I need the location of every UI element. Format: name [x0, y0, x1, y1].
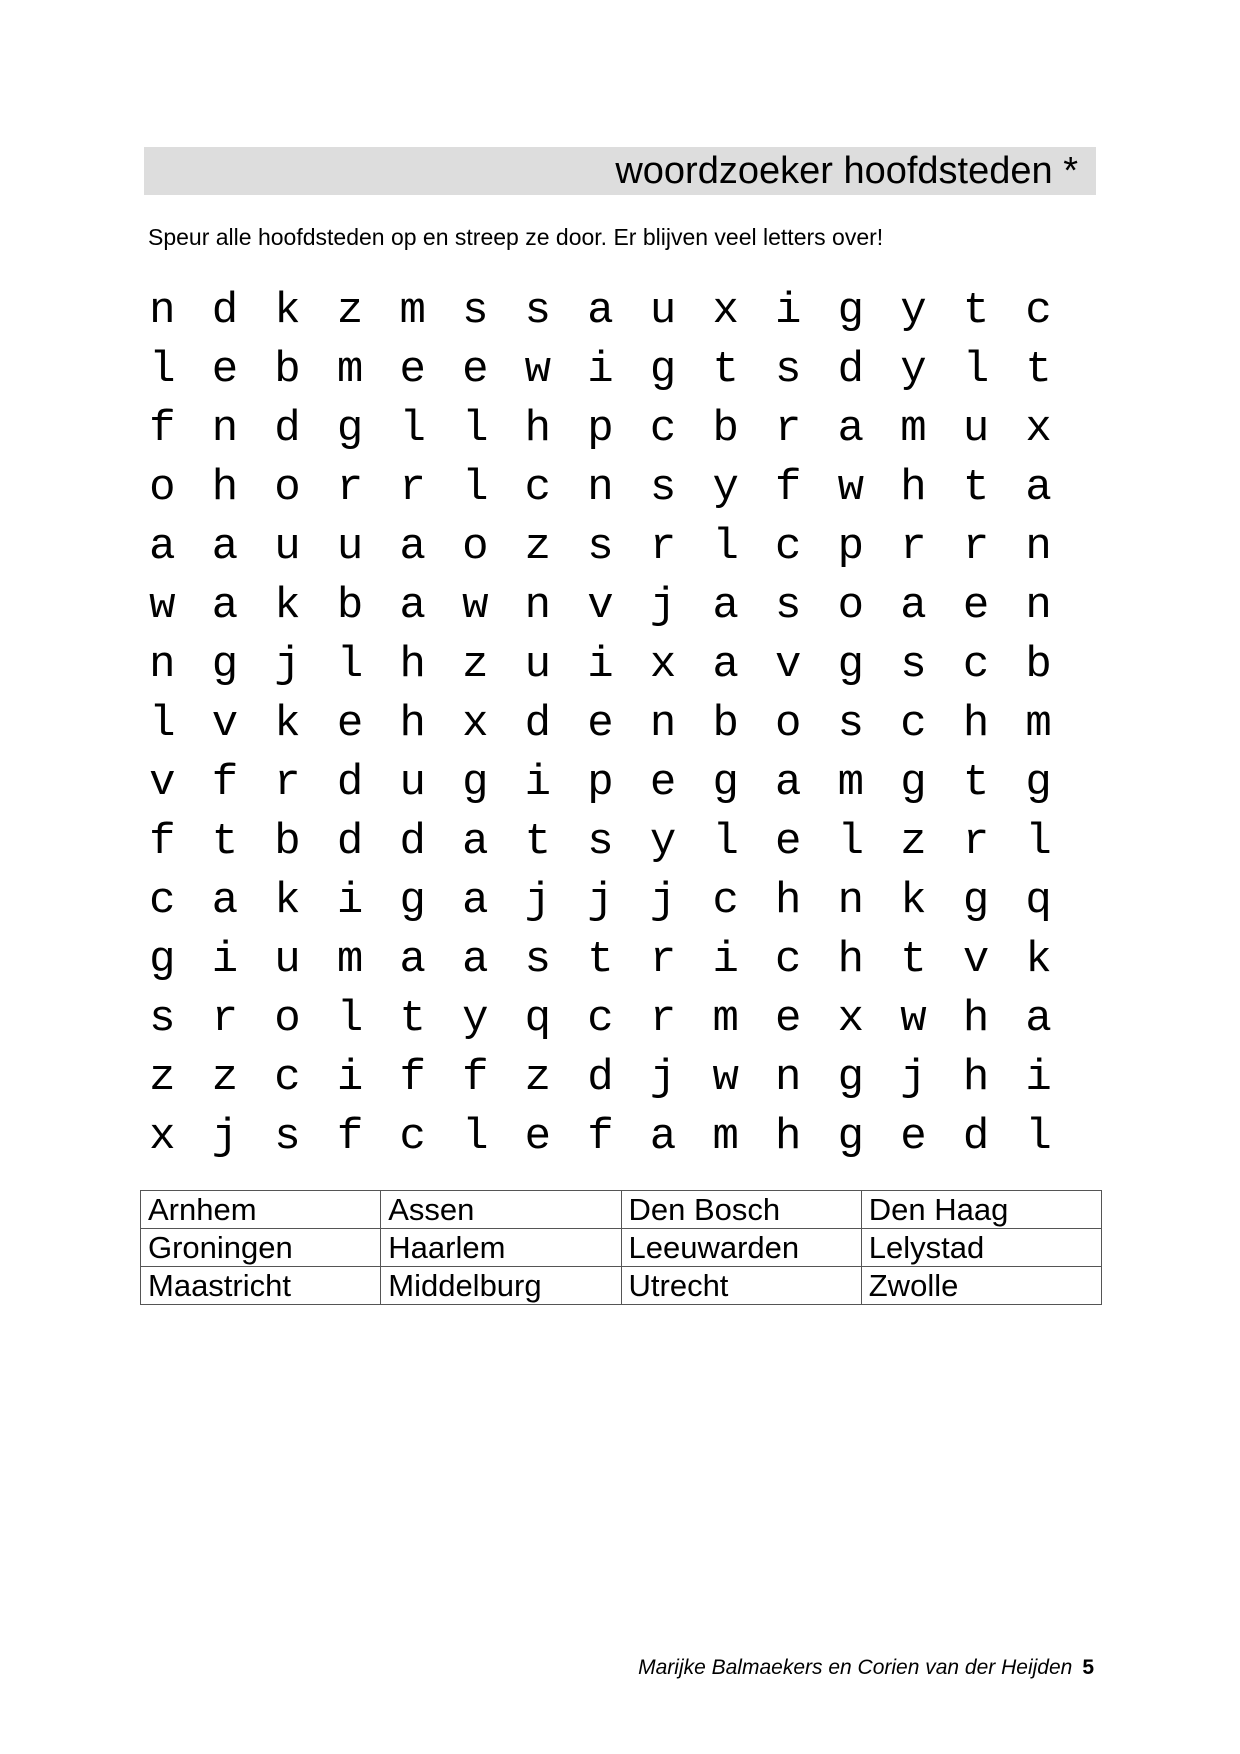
- grid-letter[interactable]: h: [399, 640, 426, 690]
- grid-row: [131, 577, 1070, 636]
- grid-letter[interactable]: b: [274, 345, 301, 395]
- grid-letter[interactable]: r: [962, 817, 990, 867]
- grid-letter[interactable]: m: [336, 345, 364, 395]
- grid-letter[interactable]: c: [900, 699, 927, 749]
- grid-letter[interactable]: w: [524, 345, 552, 395]
- title-bar: [144, 147, 1096, 195]
- word-cell: Haarlem: [381, 1229, 621, 1267]
- grid-letter[interactable]: j: [649, 1053, 677, 1103]
- grid-letter[interactable]: j: [587, 876, 614, 926]
- grid-letter[interactable]: n: [587, 463, 614, 513]
- grid-letter[interactable]: c: [1025, 286, 1052, 336]
- grid-letter[interactable]: j: [649, 581, 677, 631]
- grid-letter[interactable]: c: [775, 935, 802, 985]
- grid-letter[interactable]: g: [712, 758, 739, 808]
- grid-letter[interactable]: d: [524, 699, 552, 749]
- instructions: Speur alle hoofdsteden op en streep ze door. Er blijven veel letters over!: [148, 224, 884, 250]
- grid-letter[interactable]: k: [274, 699, 301, 749]
- grid-letter[interactable]: g: [149, 935, 176, 985]
- grid-letter[interactable]: l: [962, 345, 990, 395]
- grid-letter[interactable]: f: [211, 758, 239, 808]
- grid-letter[interactable]: q: [524, 994, 552, 1044]
- grid-letter[interactable]: u: [274, 935, 301, 985]
- grid-letter[interactable]: b: [712, 404, 739, 454]
- grid-letter[interactable]: f: [587, 1112, 614, 1162]
- word-cell: Zwolle: [861, 1267, 1101, 1305]
- grid-letter[interactable]: t: [962, 286, 990, 336]
- grid-letter[interactable]: l: [837, 817, 865, 867]
- grid-row: [131, 754, 1070, 813]
- word-cell: Leeuwarden: [621, 1229, 861, 1267]
- grid-letter[interactable]: a: [712, 581, 739, 631]
- grid-letter[interactable]: v: [587, 581, 614, 631]
- grid-letter[interactable]: z: [336, 286, 364, 336]
- grid-letter[interactable]: t: [1025, 345, 1052, 395]
- grid-letter[interactable]: l: [462, 404, 489, 454]
- grid-letter[interactable]: j: [274, 640, 301, 690]
- word-cell: Middelburg: [381, 1267, 621, 1305]
- grid-letter[interactable]: l: [712, 817, 739, 867]
- grid-letter[interactable]: a: [462, 876, 489, 926]
- grid-letter[interactable]: p: [587, 404, 614, 454]
- grid-letter[interactable]: v: [149, 758, 176, 808]
- grid-letter[interactable]: r: [336, 463, 364, 513]
- grid-letter[interactable]: u: [524, 640, 552, 690]
- grid-row: [131, 400, 1070, 459]
- grid-letter[interactable]: a: [211, 581, 239, 631]
- grid-row: [131, 341, 1070, 400]
- grid-letter[interactable]: l: [1025, 817, 1052, 867]
- grid-row: [131, 990, 1070, 1049]
- grid-letter[interactable]: m: [900, 404, 927, 454]
- grid-letter[interactable]: y: [900, 345, 927, 395]
- grid-letter[interactable]: o: [274, 463, 301, 513]
- grid-letter[interactable]: i: [524, 758, 552, 808]
- grid-letter[interactable]: o: [837, 581, 865, 631]
- word-cell: Assen: [381, 1191, 621, 1229]
- grid-letter[interactable]: h: [962, 1053, 990, 1103]
- grid-letter[interactable]: a: [900, 581, 927, 631]
- grid-letter[interactable]: x: [149, 1112, 176, 1162]
- grid-letter[interactable]: t: [211, 817, 239, 867]
- grid-letter[interactable]: g: [837, 1112, 865, 1162]
- grid-letter[interactable]: y: [900, 286, 927, 336]
- grid-letter[interactable]: h: [775, 1112, 802, 1162]
- grid-letter[interactable]: t: [399, 994, 426, 1044]
- grid-letter[interactable]: o: [149, 463, 176, 513]
- grid-letter[interactable]: z: [524, 1053, 552, 1103]
- grid-letter[interactable]: v: [962, 935, 990, 985]
- page-title: woordzoeker hoofdsteden *: [615, 150, 1078, 192]
- grid-letter[interactable]: e: [524, 1112, 552, 1162]
- grid-letter[interactable]: r: [649, 935, 677, 985]
- grid-letter[interactable]: l: [462, 1112, 489, 1162]
- page-number: 5: [1082, 1656, 1094, 1679]
- grid-letter[interactable]: f: [775, 463, 802, 513]
- grid-letter[interactable]: s: [149, 994, 176, 1044]
- grid-letter[interactable]: e: [211, 345, 239, 395]
- grid-letter[interactable]: k: [274, 876, 301, 926]
- grid-letter[interactable]: v: [211, 699, 239, 749]
- grid-letter[interactable]: g: [1025, 758, 1052, 808]
- grid-letter[interactable]: a: [399, 522, 426, 572]
- table-row: [141, 1191, 1102, 1229]
- grid-letter[interactable]: i: [587, 345, 614, 395]
- footer: [638, 1656, 1094, 1680]
- grid-letter[interactable]: n: [1025, 581, 1052, 631]
- grid-letter[interactable]: c: [587, 994, 614, 1044]
- grid-letter[interactable]: d: [336, 758, 364, 808]
- grid-letter[interactable]: s: [775, 581, 802, 631]
- grid-letter[interactable]: a: [462, 935, 489, 985]
- word-cell: Lelystad: [861, 1229, 1101, 1267]
- grid-letter[interactable]: y: [712, 463, 739, 513]
- grid-letter[interactable]: l: [149, 699, 176, 749]
- grid-letter[interactable]: c: [274, 1053, 301, 1103]
- grid-letter[interactable]: q: [1025, 876, 1052, 926]
- grid-letter[interactable]: c: [399, 1112, 426, 1162]
- grid-letter[interactable]: h: [775, 876, 802, 926]
- grid-letter[interactable]: l: [336, 640, 364, 690]
- grid-letter[interactable]: i: [336, 876, 364, 926]
- grid-letter[interactable]: n: [149, 640, 176, 690]
- table-row: [141, 1229, 1102, 1267]
- grid-letter[interactable]: r: [900, 522, 927, 572]
- grid-letter[interactable]: f: [462, 1053, 489, 1103]
- grid-letter[interactable]: u: [649, 286, 677, 336]
- footer-author: Marijke Balmaekers en Corien van der Heijden: [638, 1656, 1073, 1679]
- grid-letter[interactable]: j: [649, 876, 677, 926]
- word-cell: Groningen: [141, 1229, 381, 1267]
- grid-letter[interactable]: p: [587, 758, 614, 808]
- grid-row: [131, 459, 1070, 518]
- grid-letter[interactable]: s: [649, 463, 677, 513]
- grid-letter[interactable]: k: [274, 286, 301, 336]
- grid-letter[interactable]: d: [837, 345, 865, 395]
- grid-letter[interactable]: f: [336, 1112, 364, 1162]
- grid-letter[interactable]: a: [712, 640, 739, 690]
- grid-letter[interactable]: w: [149, 581, 176, 631]
- grid-letter[interactable]: r: [649, 994, 677, 1044]
- grid-letter[interactable]: h: [900, 463, 927, 513]
- grid-letter[interactable]: r: [649, 522, 677, 572]
- grid-letter[interactable]: r: [274, 758, 301, 808]
- grid-letter[interactable]: b: [336, 581, 364, 631]
- grid-letter[interactable]: e: [649, 758, 677, 808]
- word-cell: Den Bosch: [621, 1191, 861, 1229]
- grid-letter[interactable]: t: [524, 817, 552, 867]
- grid-row: [131, 872, 1070, 931]
- grid-letter[interactable]: c: [962, 640, 990, 690]
- grid-letter[interactable]: h: [399, 699, 426, 749]
- word-cell: Den Haag: [861, 1191, 1101, 1229]
- grid-row: [131, 931, 1070, 990]
- grid-letter[interactable]: g: [649, 345, 677, 395]
- grid-letter[interactable]: f: [399, 1053, 426, 1103]
- grid-letter[interactable]: z: [149, 1053, 176, 1103]
- grid-letter[interactable]: r: [962, 522, 990, 572]
- grid-letter[interactable]: r: [399, 463, 426, 513]
- grid-letter[interactable]: o: [274, 994, 301, 1044]
- grid-letter[interactable]: t: [712, 345, 739, 395]
- grid-letter[interactable]: r: [211, 994, 239, 1044]
- grid-letter[interactable]: a: [1025, 994, 1052, 1044]
- grid-letter[interactable]: g: [900, 758, 927, 808]
- grid-letter[interactable]: x: [649, 640, 677, 690]
- grid-letter[interactable]: h: [962, 699, 990, 749]
- grid-letter[interactable]: y: [462, 994, 489, 1044]
- grid-letter[interactable]: a: [149, 522, 176, 572]
- grid-letter[interactable]: z: [900, 817, 927, 867]
- grid-letter[interactable]: c: [524, 463, 552, 513]
- grid-letter[interactable]: s: [837, 699, 865, 749]
- grid-letter[interactable]: z: [211, 1053, 239, 1103]
- grid-row: [131, 518, 1070, 577]
- grid-letter[interactable]: t: [900, 935, 927, 985]
- grid-letter[interactable]: r: [775, 404, 802, 454]
- grid-letter[interactable]: i: [587, 640, 614, 690]
- grid-letter[interactable]: o: [775, 699, 802, 749]
- grid-letter[interactable]: x: [712, 286, 739, 336]
- grid-letter[interactable]: d: [211, 286, 239, 336]
- grid-row: [131, 813, 1070, 872]
- grid-letter[interactable]: m: [712, 994, 739, 1044]
- grid-letter[interactable]: e: [399, 345, 426, 395]
- grid-letter[interactable]: s: [587, 817, 614, 867]
- grid-letter[interactable]: s: [524, 935, 552, 985]
- grid-letter[interactable]: e: [962, 581, 990, 631]
- grid-letter[interactable]: d: [962, 1112, 990, 1162]
- grid-letter[interactable]: h: [524, 404, 552, 454]
- grid-letter[interactable]: e: [336, 699, 364, 749]
- grid-letter[interactable]: b: [712, 699, 739, 749]
- grid-letter[interactable]: e: [775, 817, 802, 867]
- grid-letter[interactable]: g: [837, 286, 865, 336]
- grid-letter[interactable]: e: [462, 345, 489, 395]
- grid-letter[interactable]: k: [274, 581, 301, 631]
- grid-letter[interactable]: s: [587, 522, 614, 572]
- grid-letter[interactable]: b: [274, 817, 301, 867]
- grid-letter[interactable]: a: [1025, 463, 1052, 513]
- grid-letter[interactable]: m: [399, 286, 426, 336]
- grid-row: [131, 1108, 1070, 1167]
- grid-letter[interactable]: n: [149, 286, 176, 336]
- grid-letter[interactable]: w: [712, 1053, 739, 1103]
- table-row: [141, 1267, 1102, 1305]
- grid-row: [131, 282, 1070, 341]
- grid-letter[interactable]: d: [336, 817, 364, 867]
- grid-letter[interactable]: s: [775, 345, 802, 395]
- grid-letter[interactable]: s: [462, 286, 489, 336]
- grid-letter[interactable]: i: [775, 286, 802, 336]
- grid-letter[interactable]: g: [211, 640, 239, 690]
- grid-letter[interactable]: g: [837, 640, 865, 690]
- word-cell: Arnhem: [141, 1191, 381, 1229]
- grid-letter[interactable]: j: [211, 1112, 239, 1162]
- grid-letter[interactable]: f: [149, 817, 176, 867]
- grid-letter[interactable]: m: [336, 935, 364, 985]
- word-list-table: [140, 1190, 1102, 1305]
- grid-letter[interactable]: n: [1025, 522, 1052, 572]
- grid-row: [131, 1049, 1070, 1108]
- grid-letter[interactable]: h: [837, 935, 865, 985]
- grid-letter[interactable]: n: [837, 876, 865, 926]
- grid-letter[interactable]: a: [775, 758, 802, 808]
- grid-letter[interactable]: a: [649, 1112, 677, 1162]
- grid-letter[interactable]: a: [399, 581, 426, 631]
- grid-letter[interactable]: h: [962, 994, 990, 1044]
- grid-letter[interactable]: l: [399, 404, 426, 454]
- word-cell: Maastricht: [141, 1267, 381, 1305]
- grid-letter[interactable]: o: [462, 522, 489, 572]
- grid-letter[interactable]: c: [649, 404, 677, 454]
- grid-letter[interactable]: d: [587, 1053, 614, 1103]
- grid-letter[interactable]: p: [837, 522, 865, 572]
- grid-letter[interactable]: i: [712, 935, 739, 985]
- grid-letter[interactable]: w: [837, 463, 865, 513]
- grid-letter[interactable]: g: [837, 1053, 865, 1103]
- word-cell: Utrecht: [621, 1267, 861, 1305]
- grid-letter[interactable]: j: [900, 1053, 927, 1103]
- grid-letter[interactable]: u: [399, 758, 426, 808]
- grid-letter[interactable]: s: [900, 640, 927, 690]
- grid-letter[interactable]: g: [399, 876, 426, 926]
- grid-letter[interactable]: t: [587, 935, 614, 985]
- grid-letter[interactable]: y: [649, 817, 677, 867]
- grid-letter[interactable]: n: [649, 699, 677, 749]
- letter-grid: [131, 282, 1070, 1167]
- grid-letter[interactable]: t: [962, 463, 990, 513]
- grid-letter[interactable]: l: [712, 522, 739, 572]
- grid-letter[interactable]: g: [462, 758, 489, 808]
- grid-letter[interactable]: t: [962, 758, 990, 808]
- grid-letter[interactable]: a: [837, 404, 865, 454]
- grid-letter[interactable]: i: [1025, 1053, 1052, 1103]
- grid-letter[interactable]: m: [1025, 699, 1052, 749]
- grid-letter[interactable]: x: [462, 699, 489, 749]
- grid-letter[interactable]: k: [1025, 935, 1052, 985]
- grid-letter[interactable]: z: [462, 640, 489, 690]
- grid-letter[interactable]: m: [712, 1112, 739, 1162]
- grid-row: [131, 695, 1070, 754]
- grid-letter[interactable]: u: [336, 522, 364, 572]
- grid-letter[interactable]: l: [462, 463, 489, 513]
- grid-letter[interactable]: l: [336, 994, 364, 1044]
- grid-letter[interactable]: a: [399, 935, 426, 985]
- grid-letter[interactable]: v: [775, 640, 802, 690]
- grid-letter[interactable]: g: [336, 404, 364, 454]
- grid-letter[interactable]: d: [399, 817, 426, 867]
- grid-letter[interactable]: g: [962, 876, 990, 926]
- grid-letter[interactable]: a: [587, 286, 614, 336]
- grid-letter[interactable]: c: [775, 522, 802, 572]
- grid-letter[interactable]: a: [462, 817, 489, 867]
- grid-letter[interactable]: c: [712, 876, 739, 926]
- grid-letter[interactable]: i: [211, 935, 239, 985]
- grid-letter[interactable]: k: [900, 876, 927, 926]
- grid-letter[interactable]: f: [149, 404, 176, 454]
- grid-letter[interactable]: x: [837, 994, 865, 1044]
- grid-letter[interactable]: u: [274, 522, 301, 572]
- grid-letter[interactable]: h: [211, 463, 239, 513]
- grid-letter[interactable]: b: [1025, 640, 1052, 690]
- grid-letter[interactable]: w: [462, 581, 489, 631]
- grid-letter[interactable]: a: [211, 876, 239, 926]
- grid-letter[interactable]: a: [211, 522, 239, 572]
- grid-row: [131, 636, 1070, 695]
- grid-letter[interactable]: n: [524, 581, 552, 631]
- grid-letter[interactable]: s: [524, 286, 552, 336]
- grid-letter[interactable]: n: [775, 1053, 802, 1103]
- grid-letter[interactable]: u: [962, 404, 990, 454]
- grid-letter[interactable]: e: [900, 1112, 927, 1162]
- grid-letter[interactable]: l: [149, 345, 176, 395]
- grid-letter[interactable]: c: [149, 876, 176, 926]
- grid-letter[interactable]: j: [524, 876, 552, 926]
- grid-letter[interactable]: n: [211, 404, 239, 454]
- grid-letter[interactable]: l: [1025, 1112, 1052, 1162]
- grid-letter[interactable]: e: [775, 994, 802, 1044]
- grid-letter[interactable]: x: [1025, 404, 1052, 454]
- grid-letter[interactable]: w: [900, 994, 927, 1044]
- grid-letter[interactable]: m: [837, 758, 865, 808]
- grid-letter[interactable]: e: [587, 699, 614, 749]
- grid-letter[interactable]: z: [524, 522, 552, 572]
- grid-letter[interactable]: i: [336, 1053, 364, 1103]
- grid-letter[interactable]: d: [274, 404, 301, 454]
- grid-letter[interactable]: s: [274, 1112, 301, 1162]
